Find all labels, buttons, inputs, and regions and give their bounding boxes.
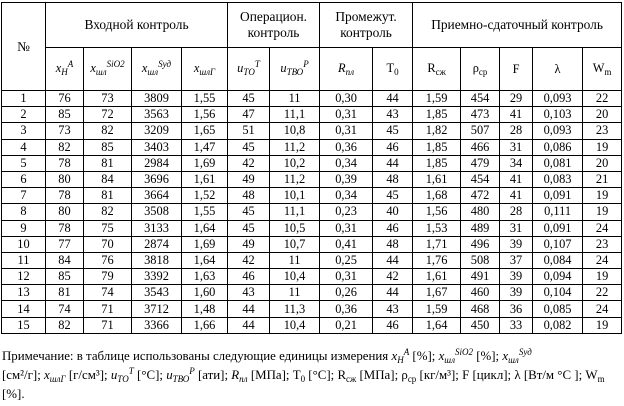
column-subscript: сж	[435, 67, 446, 77]
table-cell: 2874	[132, 236, 182, 252]
table-cell: 22	[583, 285, 622, 301]
table-cell: 44	[373, 285, 413, 301]
table-cell: 73	[84, 91, 132, 107]
column-subscript: шл	[95, 67, 107, 77]
table-cell: 45	[228, 91, 270, 107]
data-table	[1, 2, 622, 334]
table-row	[2, 123, 622, 139]
column-symbol: x	[193, 61, 200, 75]
table-cell: 3543	[132, 285, 182, 301]
column-header	[84, 48, 132, 91]
table-cell: 0,093	[533, 123, 583, 139]
table-cell: 28	[500, 123, 533, 139]
table-cell: 0,36	[320, 139, 373, 155]
table-cell: 1,64	[413, 317, 461, 333]
table-cell: 81	[84, 188, 132, 204]
table-cell: 1,59	[413, 301, 461, 317]
table-row	[2, 139, 622, 155]
table-cell: 11	[270, 285, 320, 301]
row-number-cell: 14	[2, 301, 46, 317]
table-cell: 51	[228, 123, 270, 139]
table-cell: 85	[46, 107, 84, 123]
table-cell: 1,61	[182, 171, 228, 187]
table-cell: 0,103	[533, 107, 583, 123]
table-cell: 41	[500, 171, 533, 187]
table-cell: 43	[373, 301, 413, 317]
table-cell: 1,55	[182, 91, 228, 107]
table-cell: 0,41	[320, 236, 373, 252]
table-cell: 1,85	[413, 155, 461, 171]
table-cell: 454	[461, 171, 500, 187]
table-cell: 10,4	[270, 269, 320, 285]
column-symbol: R	[338, 61, 346, 75]
note-text: [%];	[409, 349, 439, 363]
table-note	[2, 347, 622, 403]
table-cell: 28	[500, 204, 533, 220]
table-cell: 41	[500, 107, 533, 123]
row-number-cell: 11	[2, 252, 46, 268]
header-group-input: Входной контроль	[46, 3, 228, 48]
column-header	[320, 48, 373, 91]
column-superscript: Т	[254, 59, 260, 69]
table-cell: 0,23	[320, 204, 373, 220]
table-cell: 78	[46, 188, 84, 204]
table-cell: 85	[84, 139, 132, 155]
table-cell: 479	[461, 155, 500, 171]
table-cell: 82	[84, 123, 132, 139]
table-cell: 11,1	[270, 107, 320, 123]
table-cell: 24	[583, 252, 622, 268]
table-cell: 33	[500, 317, 533, 333]
table-cell: 0,36	[320, 301, 373, 317]
row-number-cell: 2	[2, 107, 46, 123]
table-cell: 1,69	[182, 236, 228, 252]
table-cell: 1,53	[413, 220, 461, 236]
table-cell: 79	[84, 269, 132, 285]
table-cell: 1,85	[413, 107, 461, 123]
row-number-cell: 3	[2, 123, 46, 139]
table-cell: 0,104	[533, 285, 583, 301]
table-cell: 85	[46, 269, 84, 285]
column-superscript: Sуд	[158, 59, 172, 69]
table-cell: 0,31	[320, 220, 373, 236]
table-cell: 3563	[132, 107, 182, 123]
table-cell: 74	[46, 301, 84, 317]
table-cell: 44	[228, 301, 270, 317]
table-cell: 45	[228, 139, 270, 155]
table-cell: 45	[228, 220, 270, 236]
table-cell: 11,2	[270, 171, 320, 187]
table-cell: 0,084	[533, 252, 583, 268]
column-symbol: F	[512, 61, 520, 76]
table-cell: 19	[583, 204, 622, 220]
table-cell: 450	[461, 317, 500, 333]
note-text: [%].	[2, 387, 25, 401]
column-symbol: R	[427, 61, 436, 75]
table-row	[2, 236, 622, 252]
column-header	[413, 48, 461, 91]
table-cell: 49	[228, 236, 270, 252]
table-cell: 466	[461, 139, 500, 155]
table-cell: 489	[461, 220, 500, 236]
note-text: [МПа]; Т	[247, 368, 301, 382]
table-cell: 39	[500, 285, 533, 301]
table-cell: 42	[228, 252, 270, 268]
table-row	[2, 220, 622, 236]
table-row	[2, 91, 622, 107]
table-cell: 3818	[132, 252, 182, 268]
table-cell: 0,107	[533, 236, 583, 252]
note-text: [°С]; R	[305, 368, 347, 382]
table-cell: 78	[46, 220, 84, 236]
column-symbol: W	[592, 61, 605, 75]
table-cell: 80	[46, 171, 84, 187]
note-text: [%];	[473, 349, 503, 363]
table-cell: 0,094	[533, 269, 583, 285]
column-subscript: шлГ	[199, 67, 216, 77]
row-number-cell: 9	[2, 220, 46, 236]
table-cell: 3508	[132, 204, 182, 220]
table-row	[2, 171, 622, 187]
column-symbol: x	[90, 61, 96, 75]
note-symbol: $R_{пл}$	[231, 368, 248, 384]
table-cell: 31	[500, 139, 533, 155]
table-cell: 11	[270, 91, 320, 107]
table-cell: 82	[46, 139, 84, 155]
table-cell: 1,82	[413, 123, 461, 139]
table-cell: 496	[461, 236, 500, 252]
table-cell: 11,2	[270, 139, 320, 155]
table-cell: 1,69	[182, 155, 228, 171]
table-cell: 0,081	[533, 155, 583, 171]
table-cell: 0,34	[320, 155, 373, 171]
table-cell: 472	[461, 188, 500, 204]
table-cell: 72	[84, 107, 132, 123]
table-cell: 81	[46, 285, 84, 301]
table-cell: 45	[373, 123, 413, 139]
table-row	[2, 317, 622, 333]
table-cell: 3366	[132, 317, 182, 333]
row-number-cell: 5	[2, 155, 46, 171]
table-cell: 73	[46, 123, 84, 139]
table-cell: 1,61	[413, 269, 461, 285]
table-cell: 1,61	[413, 171, 461, 187]
table-cell: 44	[228, 317, 270, 333]
table-cell: 45	[228, 204, 270, 220]
table-cell: 11,1	[270, 204, 320, 220]
row-number-cell: 8	[2, 204, 46, 220]
table-cell: 3664	[132, 188, 182, 204]
table-cell: 1,59	[413, 91, 461, 107]
note-text: [кг/м³]; F [цикл]; λ [Вт/м °С ]; W	[416, 368, 598, 382]
note-text: [МПа]; ρ	[356, 368, 408, 382]
table-cell: 41	[500, 188, 533, 204]
column-symbol: ρ	[472, 61, 479, 75]
table-cell: 10,8	[270, 123, 320, 139]
table-cell: 20	[583, 155, 622, 171]
row-number-cell: 4	[2, 139, 46, 155]
table-cell: 0,091	[533, 220, 583, 236]
table-cell: 77	[46, 236, 84, 252]
note-symbol: $x_Н^A$	[391, 347, 410, 365]
table-cell: 468	[461, 301, 500, 317]
row-number-cell: 6	[2, 171, 46, 187]
table-cell: 23	[583, 236, 622, 252]
column-header	[500, 48, 533, 91]
note-symbol: $x_{шл}^{Sуд}$	[502, 347, 532, 365]
header-number: №	[2, 3, 46, 91]
table-row	[2, 252, 622, 268]
table-cell: 10,5	[270, 220, 320, 236]
column-header	[583, 48, 622, 91]
table-cell: 46	[373, 139, 413, 155]
note-text: [г/см³];	[65, 368, 111, 382]
table-cell: 0,093	[533, 91, 583, 107]
row-number-cell: 12	[2, 269, 46, 285]
table-cell: 1,65	[182, 123, 228, 139]
table-cell: 1,64	[182, 220, 228, 236]
table-cell: 24	[583, 220, 622, 236]
table-cell: 1,56	[413, 204, 461, 220]
table-row	[2, 269, 622, 285]
column-subscript: пл	[345, 67, 355, 77]
note-subscript: m	[597, 374, 605, 384]
column-subscript: ТО	[243, 67, 255, 77]
table-cell: 37	[500, 252, 533, 268]
column-superscript: A	[67, 59, 74, 69]
table-cell: 1,52	[182, 188, 228, 204]
table-cell: 48	[373, 236, 413, 252]
table-cell: 46	[373, 317, 413, 333]
table-cell: 10,4	[270, 317, 320, 333]
table-cell: 24	[583, 301, 622, 317]
column-header	[228, 48, 270, 91]
table-cell: 71	[84, 317, 132, 333]
table-cell: 0,30	[320, 91, 373, 107]
column-header	[270, 48, 320, 91]
table-cell: 74	[84, 285, 132, 301]
table-cell: 0,083	[533, 171, 583, 187]
table-cell: 80	[46, 204, 84, 220]
table-cell: 84	[46, 252, 84, 268]
table-cell: 460	[461, 285, 500, 301]
table-cell: 0,39	[320, 171, 373, 187]
table-cell: 71	[84, 301, 132, 317]
table-cell: 508	[461, 252, 500, 268]
table-cell: 29	[500, 91, 533, 107]
table-cell: 1,55	[182, 204, 228, 220]
column-symbol: u	[237, 61, 244, 75]
table-cell: 44	[373, 91, 413, 107]
table-cell: 82	[46, 317, 84, 333]
header-group-acceptance: Приемно-сдаточный контроль	[413, 3, 622, 48]
table-row	[2, 301, 622, 317]
table-cell: 3133	[132, 220, 182, 236]
table-cell: 39	[500, 269, 533, 285]
table-row	[2, 107, 622, 123]
table-cell: 76	[46, 91, 84, 107]
table-row	[2, 188, 622, 204]
table-cell: 44	[373, 155, 413, 171]
table-cell: 0,34	[320, 188, 373, 204]
table-cell: 20	[583, 107, 622, 123]
table-cell: 48	[373, 171, 413, 187]
column-superscript: Р	[303, 59, 309, 69]
table-cell: 0,31	[320, 269, 373, 285]
table-cell: 1,63	[182, 269, 228, 285]
table-cell: 454	[461, 91, 500, 107]
table-cell: 45	[373, 188, 413, 204]
table-cell: 47	[228, 107, 270, 123]
table-cell: 1,68	[413, 188, 461, 204]
row-number-cell: 13	[2, 285, 46, 301]
column-header	[533, 48, 583, 91]
table-cell: 43	[373, 107, 413, 123]
column-header	[132, 48, 182, 91]
note-text: [см²/г];	[2, 368, 45, 382]
note-symbol: $u_{ТВО}^Р$	[166, 366, 195, 384]
table-cell: 46	[228, 269, 270, 285]
table-cell: 1,64	[182, 252, 228, 268]
column-subscript: ТВО	[286, 67, 304, 77]
table-cell: 491	[461, 269, 500, 285]
table-cell: 0,31	[320, 123, 373, 139]
column-symbol: x	[55, 61, 62, 75]
table-cell: 19	[583, 139, 622, 155]
row-number-cell: 10	[2, 236, 46, 252]
table-cell: 3209	[132, 123, 182, 139]
column-symbol: λ	[554, 61, 561, 76]
table-cell: 21	[583, 171, 622, 187]
header-group-operational: Операцион. контроль	[228, 3, 320, 48]
table-cell: 78	[46, 155, 84, 171]
note-text: [°С];	[133, 368, 167, 382]
row-number-cell: 7	[2, 188, 46, 204]
table-cell: 0,086	[533, 139, 583, 155]
table-cell: 473	[461, 107, 500, 123]
table-cell: 10,2	[270, 155, 320, 171]
table-cell: 1,85	[413, 139, 461, 155]
note-symbol: $x_{шл}^{SiO2}$	[438, 347, 474, 365]
table-cell: 0,082	[533, 317, 583, 333]
column-symbol: x	[141, 61, 148, 75]
column-subscript: шл	[147, 67, 159, 77]
table-cell: 11	[270, 252, 320, 268]
table-cell: 75	[84, 220, 132, 236]
table-cell: 3403	[132, 139, 182, 155]
table-cell: 1,56	[182, 107, 228, 123]
table-cell: 40	[373, 204, 413, 220]
note-text: [ати];	[194, 368, 232, 382]
note-subscript: сж	[346, 374, 357, 384]
table-cell: 34	[500, 155, 533, 171]
note-symbol: $u_{ТО}^Т$	[110, 366, 134, 384]
table-cell: 507	[461, 123, 500, 139]
table-cell: 19	[583, 317, 622, 333]
table-cell: 42	[373, 269, 413, 285]
table-cell: 10,1	[270, 188, 320, 204]
table-cell: 84	[84, 171, 132, 187]
table-cell: 0,091	[533, 188, 583, 204]
table-cell: 1,60	[182, 285, 228, 301]
table-cell: 11,3	[270, 301, 320, 317]
table-cell: 3809	[132, 91, 182, 107]
table-cell: 82	[84, 204, 132, 220]
table-cell: 3712	[132, 301, 182, 317]
note-subscript: 0	[300, 374, 306, 384]
table-row	[2, 285, 622, 301]
table-cell: 23	[583, 123, 622, 139]
table-cell: 1,67	[413, 285, 461, 301]
table-cell: 480	[461, 204, 500, 220]
table-cell: 19	[583, 188, 622, 204]
column-subscript: 0	[394, 67, 399, 77]
table-cell: 0,111	[533, 204, 583, 220]
table-cell: 3392	[132, 269, 182, 285]
table-cell: 0,26	[320, 285, 373, 301]
table-cell: 1,71	[413, 236, 461, 252]
column-subscript: ср	[478, 67, 488, 77]
table-cell: 44	[373, 252, 413, 268]
table-cell: 1,76	[413, 252, 461, 268]
header-group-intermediate: Промежут. контроль	[320, 3, 413, 48]
table-cell: 1,66	[182, 317, 228, 333]
table-cell: 2984	[132, 155, 182, 171]
table-cell: 76	[84, 252, 132, 268]
column-header	[46, 48, 84, 91]
table-cell: 3696	[132, 171, 182, 187]
table-row	[2, 155, 622, 171]
note-symbol: $x_{шлГ}$	[44, 368, 66, 384]
column-symbol: T	[386, 61, 395, 75]
table-cell: 0,31	[320, 107, 373, 123]
table-cell: 42	[228, 155, 270, 171]
table-cell: 1,47	[182, 139, 228, 155]
note-text: Примечание: в таблице использованы следующие единицы измерения	[2, 349, 392, 363]
table-cell: 22	[583, 91, 622, 107]
table-cell: 36	[500, 301, 533, 317]
table-cell: 1,48	[182, 301, 228, 317]
column-symbol: u	[280, 61, 287, 75]
note-subscript: ср	[407, 374, 417, 384]
table-cell: 10,7	[270, 236, 320, 252]
table-cell: 46	[373, 220, 413, 236]
table-cell: 0,085	[533, 301, 583, 317]
column-superscript: SiO2	[106, 59, 125, 69]
table-cell: 0,25	[320, 252, 373, 268]
table-cell: 0,21	[320, 317, 373, 333]
column-subscript: m	[604, 67, 612, 77]
column-header	[461, 48, 500, 91]
row-number-cell: 1	[2, 91, 46, 107]
table-cell: 81	[84, 155, 132, 171]
column-header	[373, 48, 413, 91]
table-cell: 49	[228, 171, 270, 187]
table-cell: 43	[228, 285, 270, 301]
column-header	[182, 48, 228, 91]
table-cell: 70	[84, 236, 132, 252]
table-cell: 48	[228, 188, 270, 204]
table-cell: 39	[500, 236, 533, 252]
table-cell: 31	[500, 220, 533, 236]
table-cell: 19	[583, 269, 622, 285]
column-subscript: Н	[61, 67, 68, 77]
table-row	[2, 204, 622, 220]
row-number-cell: 15	[2, 317, 46, 333]
